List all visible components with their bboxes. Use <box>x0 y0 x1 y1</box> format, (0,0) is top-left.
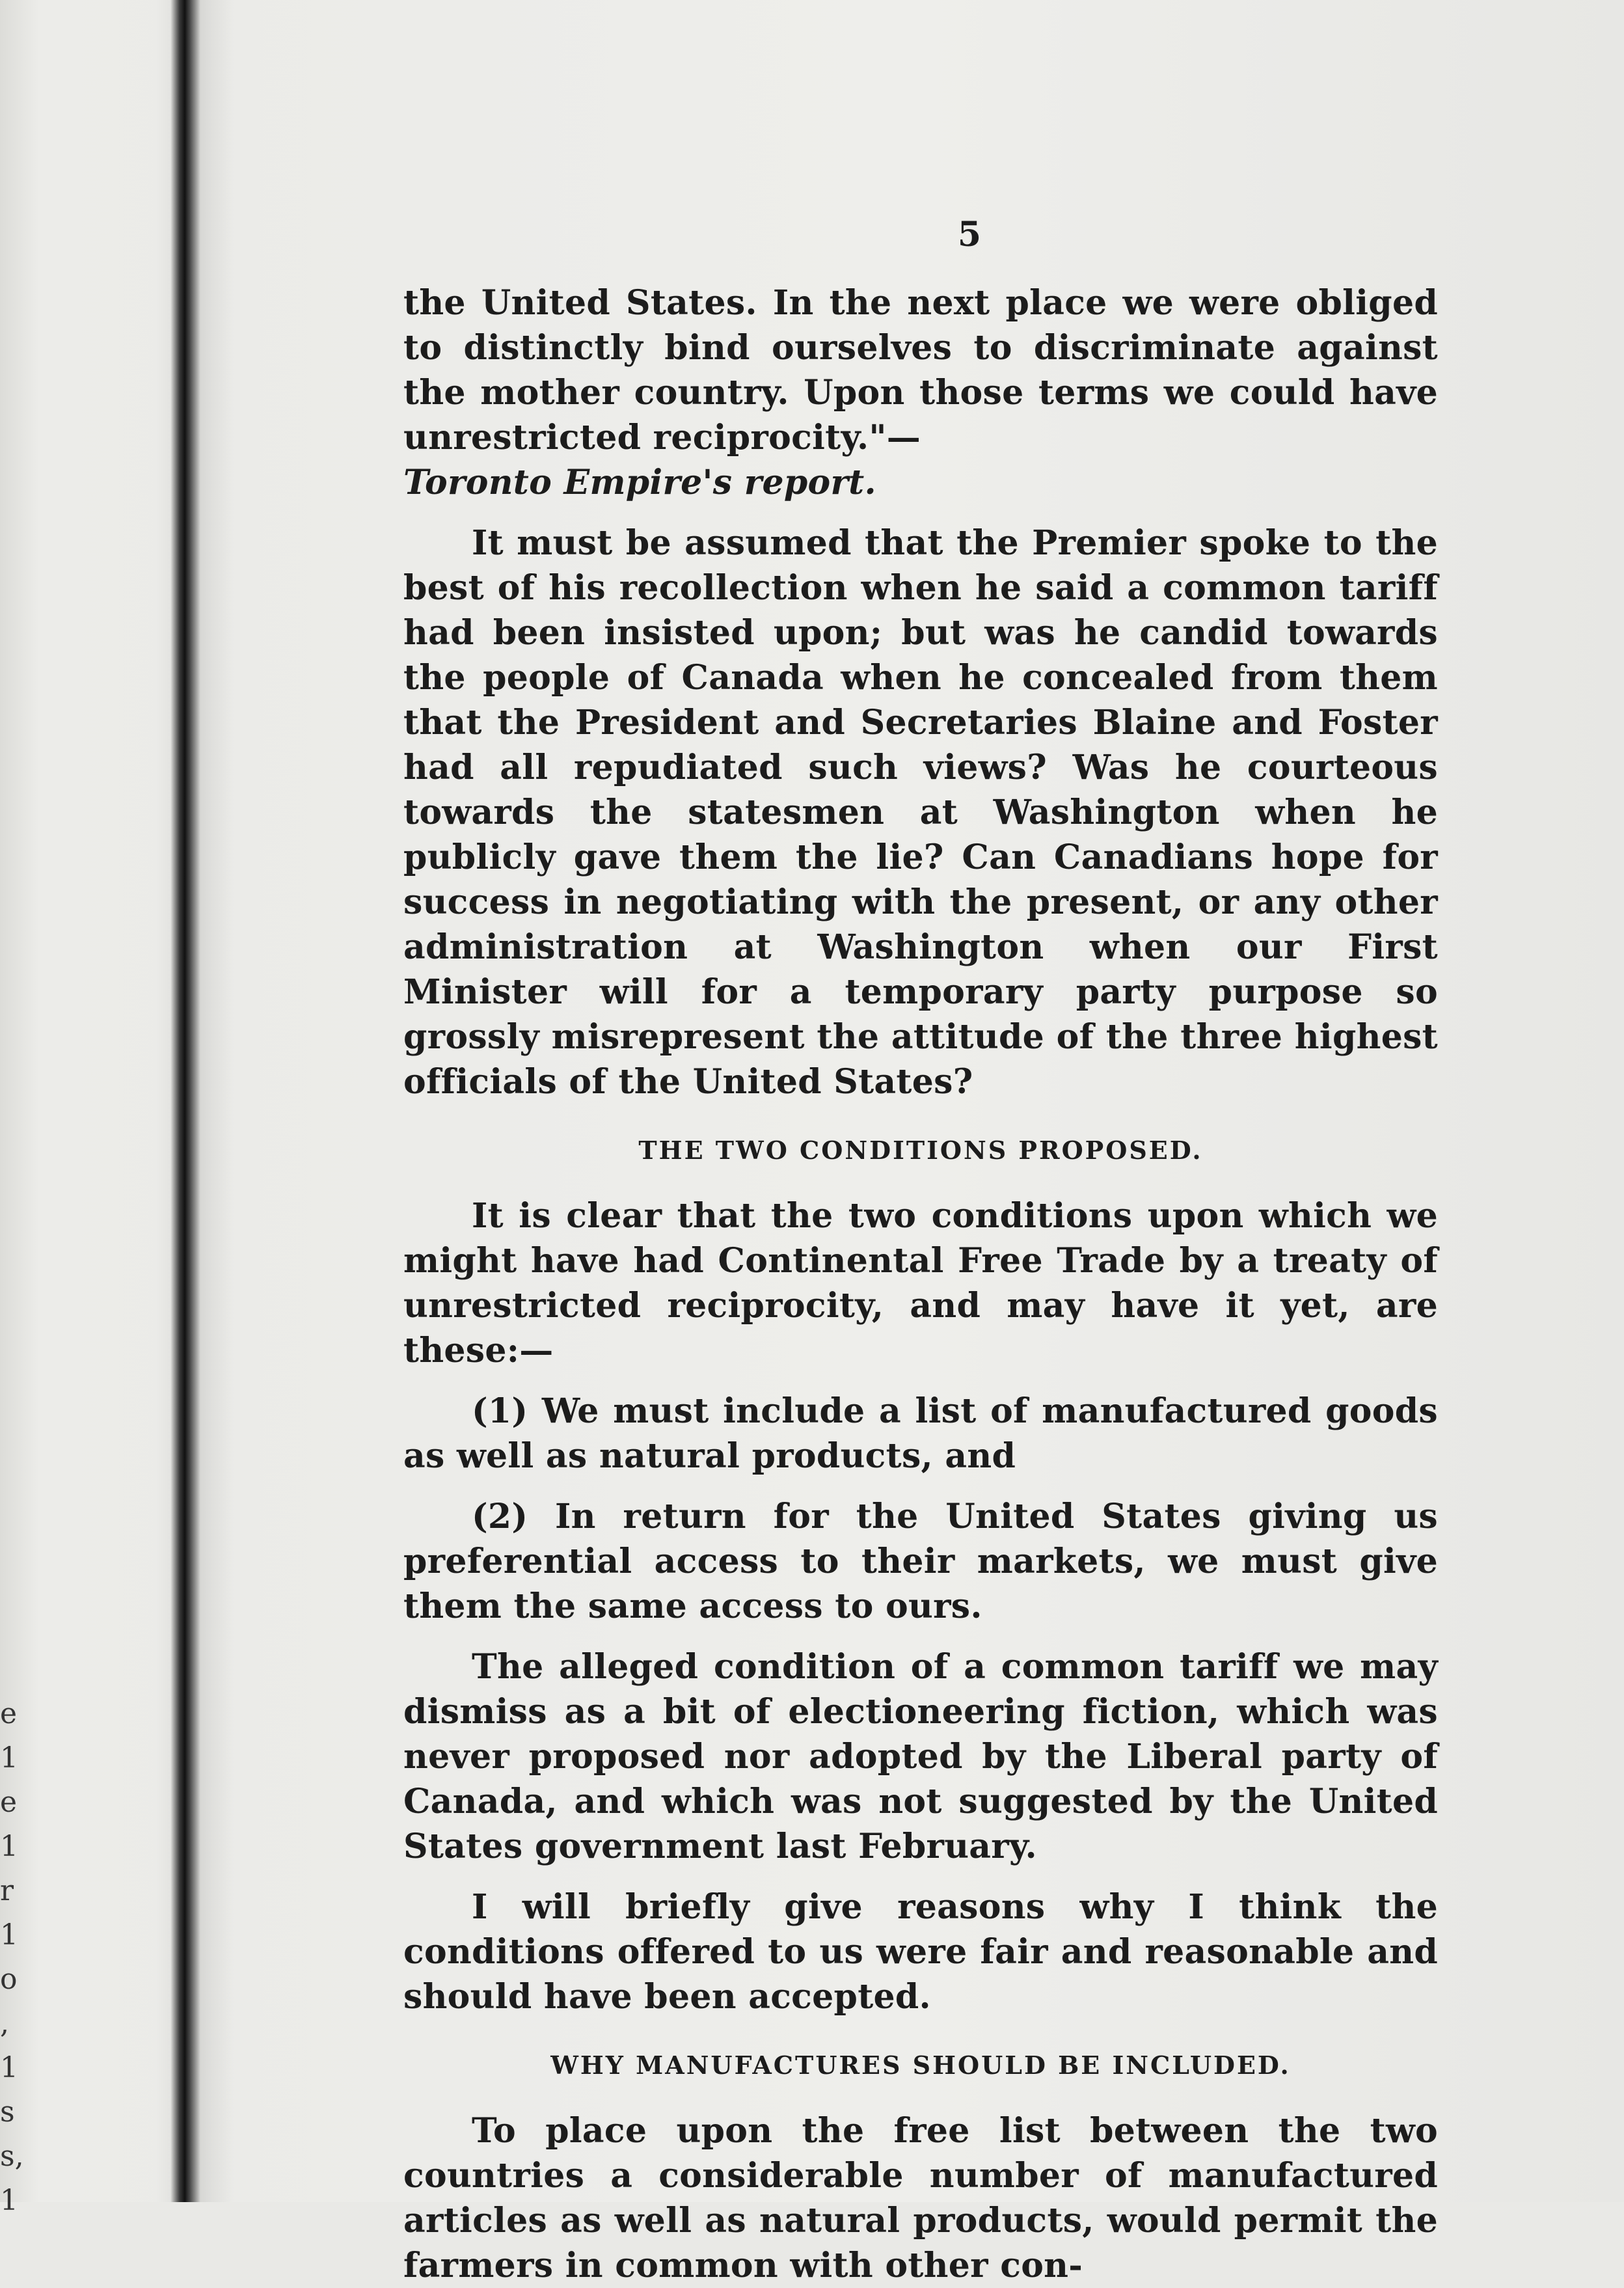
section-heading-conditions: THE TWO CONDITIONS PROPOSED. <box>638 1136 1203 1165</box>
fragment: 1 <box>0 1918 18 1952</box>
paragraph-common-tariff: The alleged condition of a common tariff we may dismiss as a bit of electioneering fiction, which was never proposed nor adopted by the Liberal party of Canada, and which was not suggested by the United States government last February. <box>403 1647 1438 1866</box>
fragment: e <box>0 1786 18 1819</box>
fragment: 1 <box>0 1830 18 1863</box>
fragment: s <box>0 2095 15 2129</box>
paragraph-premier: It must be assumed that the Premier spoke to the best of his recollection when he said a common tariff had been insisted upon; but was he candid towards the people of Canada when he concealed from them that the President and Secretaries Blaine and Foster had all repudiated such views? Was he courteous towards the statesmen at Washington when he publicly gave them the lie? Can Canadians hope for success in negotiating with the present, or any other administration at Washington when our First Minister will for a temporary party purpose so grossly misrepresent the attitude of the three highest officials of the United States? <box>403 523 1438 1102</box>
paragraph-reasons: I will briefly give reasons why I think the conditions offered to us were fair and reasonable and should have been accepted. <box>403 1887 1438 2017</box>
fragment: 1 <box>0 2184 18 2217</box>
fragment: , <box>0 2007 9 2040</box>
fragment: s, <box>0 2140 24 2173</box>
condition-item-1: (1) We must include a list of manufactured goods as well as natural products, and <box>403 1391 1438 1476</box>
page-number: 5 <box>957 215 982 254</box>
quote-text: the United States. In the next place we were obliged to distinctly bind ourselves to discriminate against the mother country. Upon those terms we could have unrestricted reciprocity."— <box>403 283 1438 457</box>
book-binding-edge <box>170 0 200 2202</box>
fragment: o <box>0 1963 18 1996</box>
fragment: 1 <box>0 2051 18 2084</box>
fragment: 1 <box>0 1741 18 1775</box>
facing-page-fragments <box>0 1692 26 2223</box>
fragment: e <box>0 1697 18 1730</box>
fragment: r <box>0 1874 14 1907</box>
paragraph-free-list: To place upon the free list between the two countries a considerable number of manufactured articles as well as natural products, would permit the farmers in common with other con- <box>403 2111 1438 2285</box>
condition-item-2: (2) In return for the United States giving us preferential access to their markets, we must give them the same access to ours. <box>403 1497 1438 1626</box>
paragraph-conditions-intro: It is clear that the two conditions upon which we might have had Continental Free Trade by a treaty of unrestricted reciprocity, and may have it yet, are these:— <box>403 1196 1438 1370</box>
continued-quote <box>403 280 1438 505</box>
section-heading-manufactures: WHY MANUFACTURES SHOULD BE INCLUDED. <box>550 2050 1291 2080</box>
document-page <box>403 215 1438 2288</box>
quote-source: Toronto Empire's report. <box>403 463 876 502</box>
